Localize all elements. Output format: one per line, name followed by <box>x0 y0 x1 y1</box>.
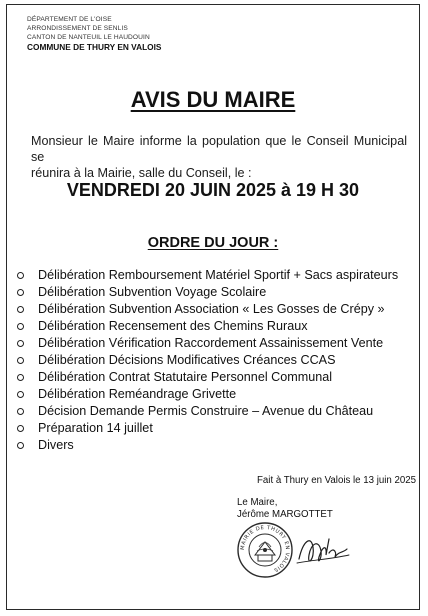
commune-name: COMMUNE DE THURY EN VALOIS <box>27 42 162 52</box>
intro-line-2: réunira à la Mairie, salle du Conseil, le : <box>31 166 252 180</box>
handwritten-signature-icon <box>293 529 353 573</box>
arrondissement-line: ARRONDISSEMENT DE SENLIS <box>27 25 128 32</box>
bullet-icon <box>17 357 24 364</box>
bullet-icon <box>17 272 24 279</box>
agenda-item: Délibération Recensement des Chemins Ruraux <box>17 318 398 335</box>
bullet-icon <box>17 408 24 415</box>
notice-title: AVIS DU MAIRE <box>130 87 296 112</box>
agenda-item: Délibération Remboursement Matériel Sportif + Sacs aspirateurs <box>17 267 398 284</box>
bullet-icon <box>17 306 24 313</box>
agenda-item: Délibération Reméandrage Grivette <box>17 386 398 403</box>
stamp-text: MAIRIE DE THURY EN VALOIS <box>239 524 291 573</box>
bullet-icon <box>17 374 24 381</box>
agenda-item: Délibération Subvention Voyage Scolaire <box>17 284 398 301</box>
bullet-icon <box>17 289 24 296</box>
administrative-header <box>27 15 161 52</box>
department-line: DÉPARTEMENT DE L'OISE <box>27 16 112 23</box>
bullet-icon <box>17 323 24 330</box>
agenda-item: Préparation 14 juillet <box>17 420 398 437</box>
town-hall-stamp-icon <box>236 521 294 579</box>
agenda-item: Décision Demande Permis Construire – Avenue du Château <box>17 403 398 420</box>
intro-line-1: Monsieur le Maire informe la population que le Conseil Municipal se <box>31 134 407 164</box>
agenda-item: Délibération Contrat Statutaire Personnel Communal <box>17 369 398 386</box>
mayor-role: Le Maire, <box>237 497 278 508</box>
intro-text <box>31 133 407 181</box>
agenda-item: Délibération Subvention Association « Les Gosses de Crépy » <box>17 301 398 318</box>
agenda-item: Délibération Décisions Modificatives Créances CCAS <box>17 352 398 369</box>
agenda-item: Divers <box>17 437 398 454</box>
notice-page <box>6 4 420 610</box>
signature-block <box>237 497 333 521</box>
meeting-date: VENDREDI 20 JUIN 2025 à 19 H 30 <box>66 180 360 200</box>
agenda-item: Délibération Vérification Raccordement Assainissement Vente <box>17 335 398 352</box>
agenda-title: ORDRE DU JOUR : <box>147 235 279 251</box>
canton-line: CANTON DE NANTEUIL LE HAUDOUIN <box>27 34 150 41</box>
bullet-icon <box>17 391 24 398</box>
place-and-date: Fait à Thury en Valois le 13 juin 2025 <box>257 475 417 486</box>
bullet-icon <box>17 442 24 449</box>
agenda-list <box>17 267 398 454</box>
bullet-icon <box>17 425 24 432</box>
bullet-icon <box>17 340 24 347</box>
mayor-name: Jérôme MARGOTTET <box>237 509 333 520</box>
